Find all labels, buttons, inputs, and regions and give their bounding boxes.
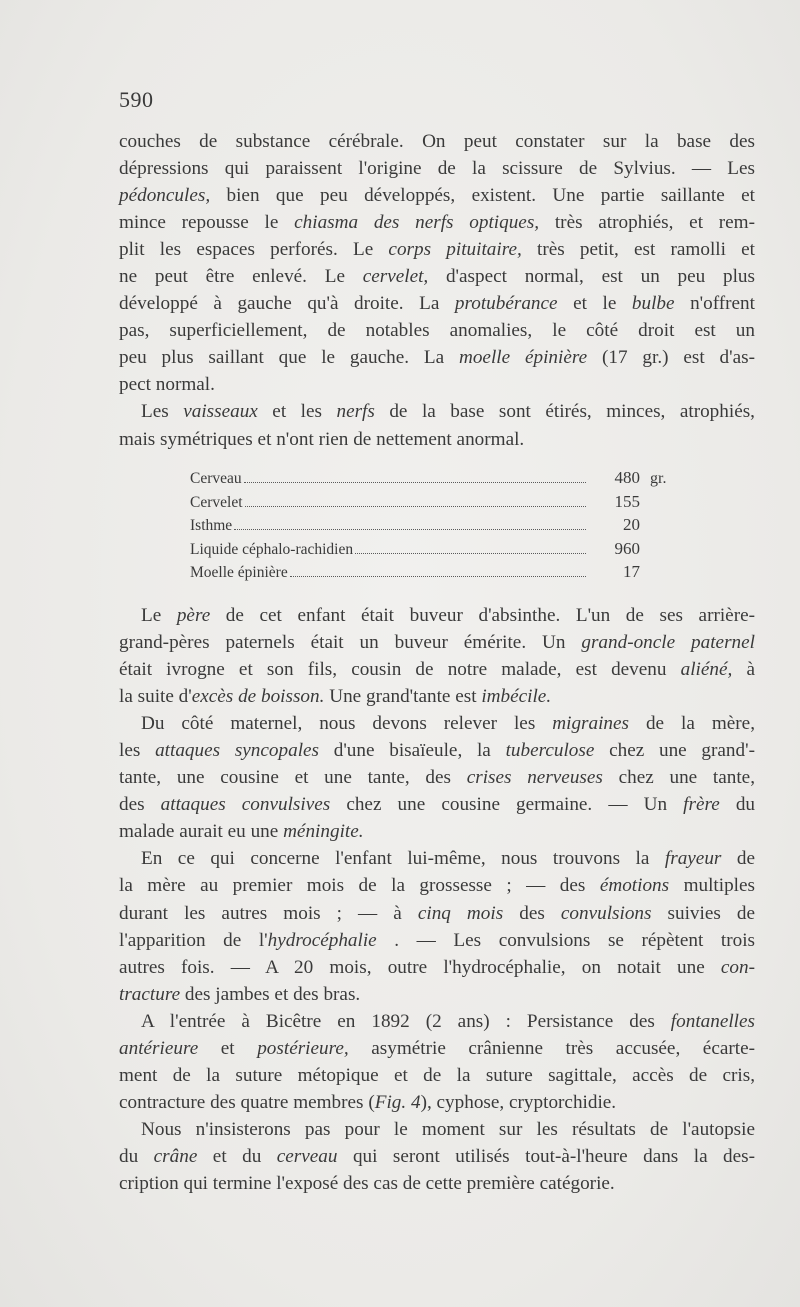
body-text-section-2 bbox=[119, 602, 755, 1197]
dot-leader bbox=[244, 482, 586, 483]
weight-label: Isthme bbox=[190, 517, 233, 535]
text-line: plit les espaces perforés. Le corps pituitaire, très petit, est ramolli et bbox=[119, 239, 755, 261]
text-line: pas, superficiellement, de notables anomalies, le côté droit est un bbox=[119, 320, 755, 342]
text-line: ne peut être enlevé. Le cervelet, d'aspect normal, est un peu plus bbox=[119, 266, 755, 288]
weight-label: Cerveau bbox=[190, 470, 242, 487]
text-line: mince repousse le chiasma des nerfs optiques, très atrophiés, et rem- bbox=[119, 212, 755, 234]
body-text-section-1 bbox=[119, 128, 755, 453]
weight-value: 960 bbox=[614, 538, 640, 558]
text-line: autres fois. — A 20 mois, outre l'hydrocéphalie, on notait une con- bbox=[119, 956, 755, 978]
text-line: antérieure et postérieure, asymétrie crânienne très accusée, écarte- bbox=[119, 1037, 755, 1059]
weight-row bbox=[190, 490, 690, 514]
text-line: était ivrogne et son fils, cousin de notre malade, est devenu aliéné, à bbox=[119, 659, 755, 681]
weight-unit: gr. bbox=[650, 470, 667, 487]
text-line: la mère au premier mois de la grossesse ; — des émotions multiples bbox=[119, 875, 755, 897]
weight-row bbox=[190, 537, 690, 561]
text-line: Le père de cet enfant était buveur d'absinthe. L'un de ses arrière- bbox=[141, 605, 755, 626]
page-number: 590 bbox=[119, 87, 154, 112]
text-line: la suite d'excès de boisson. Une grand'tante est imbécile. bbox=[119, 686, 552, 708]
text-line: Nous n'insisterons pas pour le moment sur les résultats de l'autopsie bbox=[141, 1118, 755, 1140]
weight-value: 155 bbox=[614, 491, 640, 511]
text-line: mais symétriques et n'ont rien de nettement anormal. bbox=[119, 428, 525, 450]
text-line: l'apparition de l'hydrocéphalie . — Les convulsions se répètent trois bbox=[119, 929, 755, 951]
text-line: tracture des jambes et des bras. bbox=[119, 983, 361, 1005]
weight-label: Liquide céphalo-rachidien bbox=[190, 540, 354, 558]
weight-row bbox=[190, 466, 690, 490]
text-line: du crâne et du cerveau qui seront utilisés tout-à-l'heure dans la des- bbox=[119, 1145, 756, 1167]
text-line: ment de la suture métopique et de la suture sagittale, accès de cris, bbox=[119, 1064, 755, 1086]
text-line: contracture des quatre membres (Fig. 4), cyphose, cryptorchidie. bbox=[119, 1091, 617, 1113]
weight-value: 480 bbox=[614, 468, 640, 487]
text-line: A l'entrée à Bicêtre en 1892 (2 ans) : Persistance des fontanelles bbox=[141, 1010, 755, 1032]
text-line: pect normal. bbox=[119, 374, 215, 396]
dot-leader bbox=[245, 506, 586, 507]
text-line: couches de substance cérébrale. On peut constater sur la base des bbox=[119, 131, 755, 152]
text-line: Les vaisseaux et les nerfs de la base sont étirés, minces, atrophiés, bbox=[141, 401, 755, 423]
text-line: tante, une cousine et une tante, des crises nerveuses chez une tante, bbox=[119, 767, 755, 789]
text-line: Du côté maternel, nous devons relever les migraines de la mère, bbox=[141, 713, 755, 735]
weight-row bbox=[190, 560, 690, 584]
text-line: En ce qui concerne l'enfant lui-même, nous trouvons la frayeur de bbox=[141, 848, 755, 870]
weight-value: 20 bbox=[623, 515, 640, 535]
text-line: durant les autres mois ; — à cinq mois des convulsions suivies de bbox=[119, 902, 755, 924]
weight-label: Moelle épinière bbox=[190, 564, 288, 582]
dot-leader bbox=[290, 576, 586, 577]
weights-table bbox=[190, 466, 690, 584]
text-line: dépressions qui paraissent l'origine de la scissure de Sylvius. — Les bbox=[119, 158, 755, 180]
text-line: des attaques convulsives chez une cousine germaine. — Un frère du bbox=[119, 794, 756, 816]
text-line: pédoncules, bien que peu développés, existent. Une partie saillante et bbox=[119, 185, 755, 207]
text-line: grand-pères paternels était un buveur émérite. Un grand-oncle paternel bbox=[119, 632, 755, 654]
dot-leader bbox=[234, 529, 586, 530]
text-line: malade aurait eu une méningite. bbox=[119, 821, 364, 843]
weight-value: 17 bbox=[623, 562, 640, 582]
text-line: peu plus saillant que le gauche. La moelle épinière (17 gr.) est d'as- bbox=[119, 347, 755, 369]
weight-row bbox=[190, 513, 690, 537]
text-line: développé à gauche qu'à droite. La protubérance et le bulbe n'offrent bbox=[119, 293, 755, 315]
dot-leader bbox=[355, 553, 586, 554]
text-line: les attaques syncopales d'une bisaïeule, la tuberculose chez une grand'- bbox=[119, 740, 755, 762]
text-line: cription qui termine l'exposé des cas de cette première catégorie. bbox=[119, 1172, 615, 1194]
weight-label: Cervelet bbox=[190, 493, 243, 511]
